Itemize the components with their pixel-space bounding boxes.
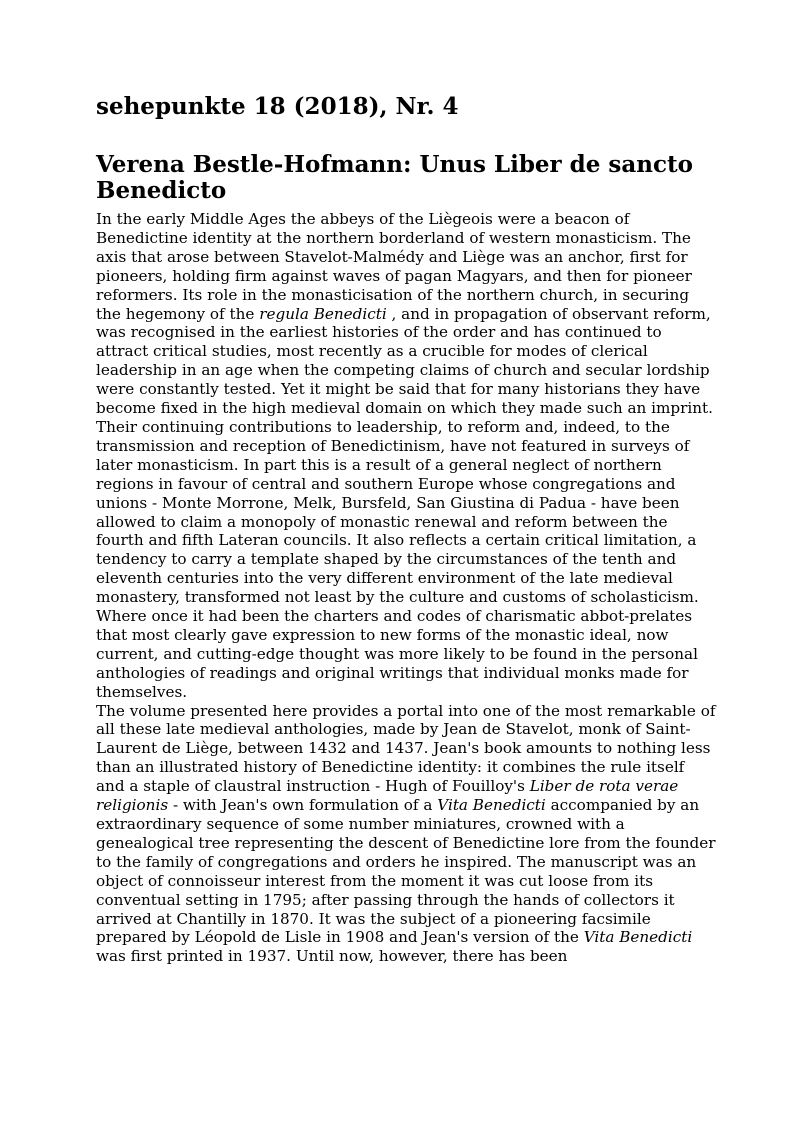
body-paragraph-1 [96,210,716,702]
paragraph-2-text-g: was first printed in 1937. Until now, however, there has been [96,947,568,966]
paragraph-1-italic-regula: regula Benedicti [259,304,387,323]
paragraph-2-text-e: accompanied by an extraordinary sequence of some number miniatures, crowned with a genealogical tree representing the descent of Benedictine lore from the founder to the family of congregations and orders he inspired. The manuscript was an object of connoisseur interest from the moment it was cut loose from its conventual setting in 1795; after passing through the hands of collectors it arrived at Chantilly in 1870. It was the subject of a pioneering facsimile prepared by Léopold de Lisle in 1908 and Jean's version of the [96,796,716,947]
paragraph-1-text-c: , and in propagation of observant reform, was recognised in the earliest histories of the order and has continued to attract critical studies, most recently as a crucible for modes of clerical leadership in an age when the competing claims of church and secular lordship were constantly tested. Yet it might be said that for many historians they have become fixed in the high medieval domain on which they made such an imprint. Their continuing contributions to leadership, to reform and, indeed, to the transmission and reception of Benedictinism, have not featured in surveys of later monasticism. In part this is a result of a general neglect of northern regions in favour of central and southern Europe whose congregations and unions - Monte Morrone, Melk, Bursfeld, San Giustina di Padua - have been allowed to claim a monopoly of monastic renewal and reform between the fourth and fifth Lateran councils. It also reflects a certain critical limitation, a tendency to carry a template shaped by the circumstances of the tenth and eleventh centuries into the very different environment of the late medieval monastery, transformed not least by the culture and customs of scholasticism. Where once it had been the charters and codes of charismatic abbot-prelates that most clearly gave expression to new forms of the monastic ideal, now current, and cutting-edge thought was more likely to be found in the personal anthologies of readings and original writings that individual monks made for themselves. [96,304,713,701]
paragraph-2-text-c: - with Jean's own formulation of a [168,796,438,815]
paragraph-2-italic-vita-1: Vita Benedicti [437,796,546,815]
paragraph-2-text-a: The volume presented here provides a portal into one of the most remarkable of all these late medieval anthologies, made by Jean de Stavelot, monk of Saint-Laurent de Liège, between 1432 and 1437. Jean's book amounts to nothing less than an illustrated history of Benedictine identity: it combines the rule itself and a staple of claustral instruction - Hugh of Fouilloy's [96,701,716,796]
review-title: Verena Bestle-Hofmann: Unus Liber de sancto Benedicto [96,151,693,204]
paragraph-2-italic-liber: Liber de rota verae religionis [96,777,679,815]
document-page [96,92,716,966]
journal-heading: sehepunkte 18 (2018), Nr. 4 [96,93,459,120]
paragraph-2-italic-vita-2: Vita Benedicti [583,928,693,947]
paragraph-1-text-a: In the early Middle Ages the abbeys of the Liègeois were a beacon of Benedictine identity at the northern borderland of western monasticism. The axis that arose between Stavelot-Malmédy and Liège was an anchor, first for pioneers, holding firm against waves of pagan Magyars, and then for pioneer reformers. Its role in the monasticisation of the northern church, in securing the hegemony of the [96,210,692,323]
body-paragraph-2 [96,702,716,967]
